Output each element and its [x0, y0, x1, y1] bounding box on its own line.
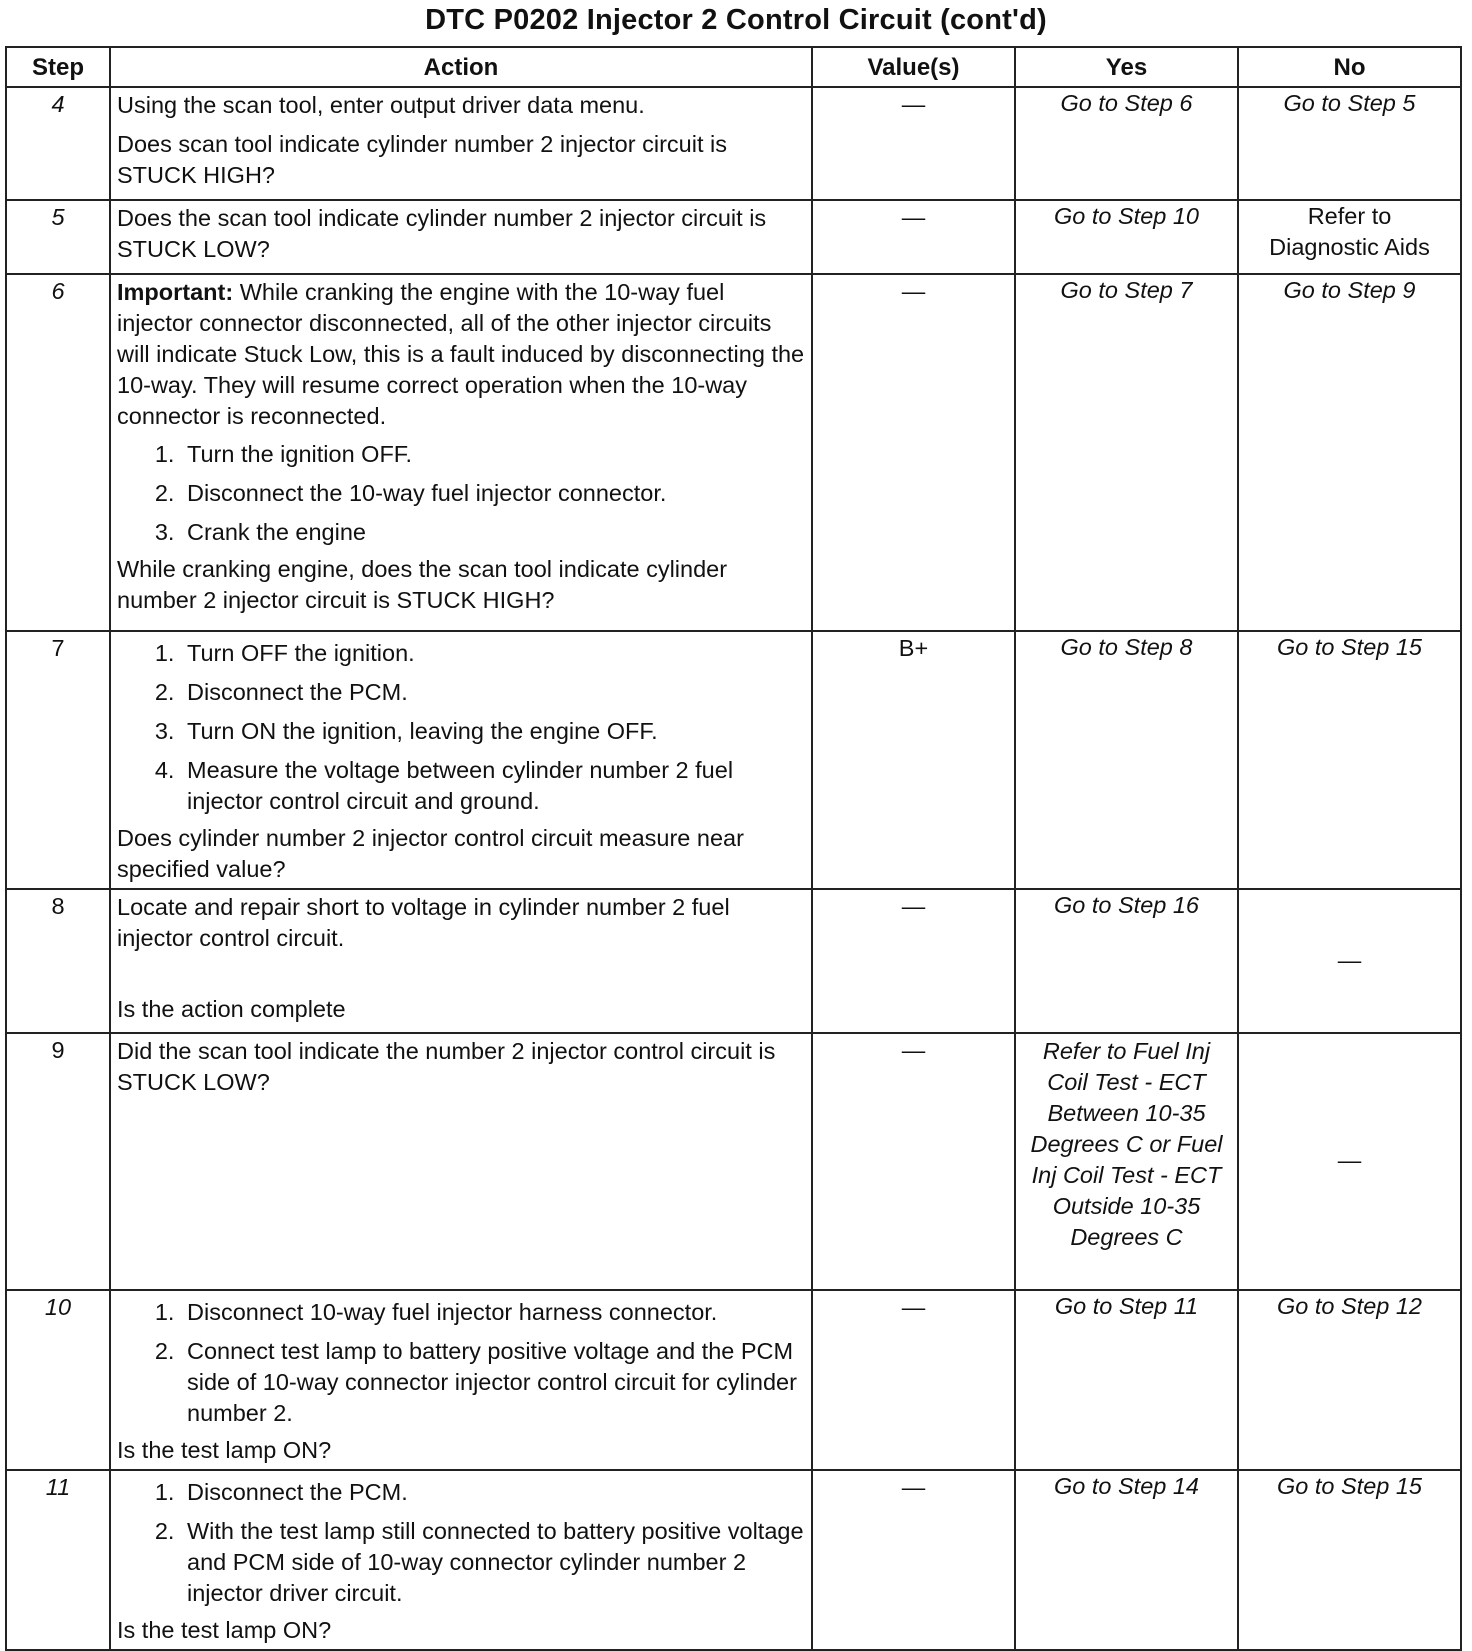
- table-row: [6, 889, 1461, 1033]
- diagnostic-table: [5, 46, 1462, 1651]
- step-number: 4: [6, 87, 110, 200]
- header-step: Step: [6, 47, 110, 87]
- refer-to-text: Refer to: [1042, 1038, 1127, 1064]
- table-row: [6, 87, 1461, 200]
- table-row: [6, 631, 1461, 889]
- list-item: 3. Crank the engine: [181, 517, 805, 548]
- action-question: Is the test lamp ON?: [117, 1617, 332, 1643]
- table-row: [6, 200, 1461, 274]
- value-cell: —: [812, 1033, 1015, 1290]
- no-outcome: —: [1238, 889, 1461, 1033]
- list-item: 3. Turn ON the ignition, leaving the engine OFF.: [181, 716, 805, 747]
- no-outcome: Go to Step 15: [1238, 1470, 1461, 1650]
- no-outcome: Go to Step 12: [1238, 1290, 1461, 1470]
- action-cell: [110, 889, 812, 1033]
- table-row: [6, 1470, 1461, 1650]
- yes-outcome: Go to Step 7: [1015, 274, 1238, 631]
- step-number: 10: [6, 1290, 110, 1470]
- procedure-list: [117, 439, 805, 548]
- action-cell: [110, 1033, 812, 1290]
- list-item: 2. Connect test lamp to battery positive voltage and the PCM side of 10-way connector injector control circuit for cylinder number 2.: [181, 1336, 805, 1429]
- table-row: [6, 1290, 1461, 1470]
- value-cell: —: [812, 274, 1015, 631]
- step-number: 9: [6, 1033, 110, 1290]
- action-cell: [110, 631, 812, 889]
- procedure-list: [117, 638, 805, 817]
- no-outcome: [1238, 200, 1461, 274]
- list-item: 2. With the test lamp still connected to battery positive voltage and PCM side of 10-way connector cylinder number 2 injector driver circuit.: [181, 1516, 805, 1609]
- list-item: 1. Turn the ignition OFF.: [181, 439, 805, 470]
- no-outcome: Go to Step 15: [1238, 631, 1461, 889]
- step-number: 5: [6, 200, 110, 274]
- no-outcome-line: Refer to: [1307, 203, 1392, 229]
- step-number: 7: [6, 631, 110, 889]
- step-number: 6: [6, 274, 110, 631]
- procedure-list: [117, 1297, 805, 1429]
- procedure-list: [117, 1477, 805, 1609]
- no-outcome: Go to Step 9: [1238, 274, 1461, 631]
- or-text: or: [1149, 1131, 1171, 1157]
- header-values: Value(s): [812, 47, 1015, 87]
- no-outcome: —: [1238, 1033, 1461, 1290]
- action-instruction: Using the scan tool, enter output driver data menu.: [117, 92, 645, 118]
- list-item: 1. Turn OFF the ignition.: [181, 638, 805, 669]
- no-outcome: Go to Step 5: [1238, 87, 1461, 200]
- list-item: 2. Disconnect the PCM.: [181, 677, 805, 708]
- action-question: Does cylinder number 2 injector control circuit measure near specified value?: [117, 825, 744, 882]
- value-cell: B+: [812, 631, 1015, 889]
- list-item: 1. Disconnect the PCM.: [181, 1477, 805, 1508]
- list-item: 4. Measure the voltage between cylinder number 2 fuel injector control circuit and ground.: [181, 755, 805, 817]
- action-question: Does the scan tool indicate cylinder number 2 injector circuit is STUCK LOW?: [117, 205, 767, 262]
- yes-outcome: Go to Step 11: [1015, 1290, 1238, 1470]
- header-row: [6, 47, 1461, 87]
- yes-outcome: Go to Step 6: [1015, 87, 1238, 200]
- action-cell: [110, 1470, 812, 1650]
- header-no: No: [1238, 47, 1461, 87]
- action-question: Does scan tool indicate cylinder number 2 injector circuit is STUCK HIGH?: [117, 131, 727, 188]
- value-cell: —: [812, 200, 1015, 274]
- page-title: DTC P0202 Injector 2 Control Circuit (cont'd): [425, 4, 1047, 36]
- yes-outcome: Go to Step 14: [1015, 1470, 1238, 1650]
- table-row: [6, 1033, 1461, 1290]
- yes-outcome: [1015, 1033, 1238, 1290]
- no-outcome-line: Diagnostic Aids: [1269, 234, 1430, 260]
- action-question: Did the scan tool indicate the number 2 injector control circuit is STUCK LOW?: [117, 1038, 776, 1095]
- header-action: Action: [110, 47, 812, 87]
- action-cell: [110, 87, 812, 200]
- list-item: 2. Disconnect the 10-way fuel injector connector.: [181, 478, 805, 509]
- list-item: 1. Disconnect 10-way fuel injector harness connector.: [181, 1297, 805, 1328]
- action-question: While cranking engine, does the scan tool indicate cylinder number 2 injector circuit is STUCK HIGH?: [117, 556, 728, 613]
- fuel-inj-coil-test-outside-link[interactable]: Fuel Inj Coil Test - ECT Outside 10-35 Degrees C: [1031, 1131, 1223, 1250]
- value-cell: —: [812, 1470, 1015, 1650]
- value-cell: —: [812, 1290, 1015, 1470]
- header-yes: Yes: [1015, 47, 1238, 87]
- value-cell: —: [812, 889, 1015, 1033]
- action-cell: [110, 1290, 812, 1470]
- important-label: Important:: [117, 279, 234, 305]
- action-question: Is the test lamp ON?: [117, 1437, 332, 1463]
- important-text: While cranking the engine with the 10-way fuel injector connector disconnected, all of the other injector circuits will indicate Stuck Low, this is a fault induced by disconnecting the 10-way. They will resume correct operation when the 10-way connector is reconnected.: [117, 279, 805, 429]
- yes-outcome: Go to Step 8: [1015, 631, 1238, 889]
- table-row: [6, 274, 1461, 631]
- value-cell: —: [812, 87, 1015, 200]
- important-note: [117, 277, 805, 432]
- yes-outcome: Go to Step 16: [1015, 889, 1238, 1033]
- action-instruction: Locate and repair short to voltage in cylinder number 2 fuel injector control circuit.: [117, 894, 730, 951]
- action-cell: [110, 200, 812, 274]
- action-cell: [110, 274, 812, 631]
- fuel-inj-coil-test-between-link[interactable]: Fuel Inj Coil Test - ECT Between 10-35 Degrees C: [1030, 1038, 1211, 1157]
- action-question: Is the action complete: [117, 996, 346, 1022]
- yes-outcome: Go to Step 10: [1015, 200, 1238, 274]
- step-number: 11: [6, 1470, 110, 1650]
- step-number: 8: [6, 889, 110, 1033]
